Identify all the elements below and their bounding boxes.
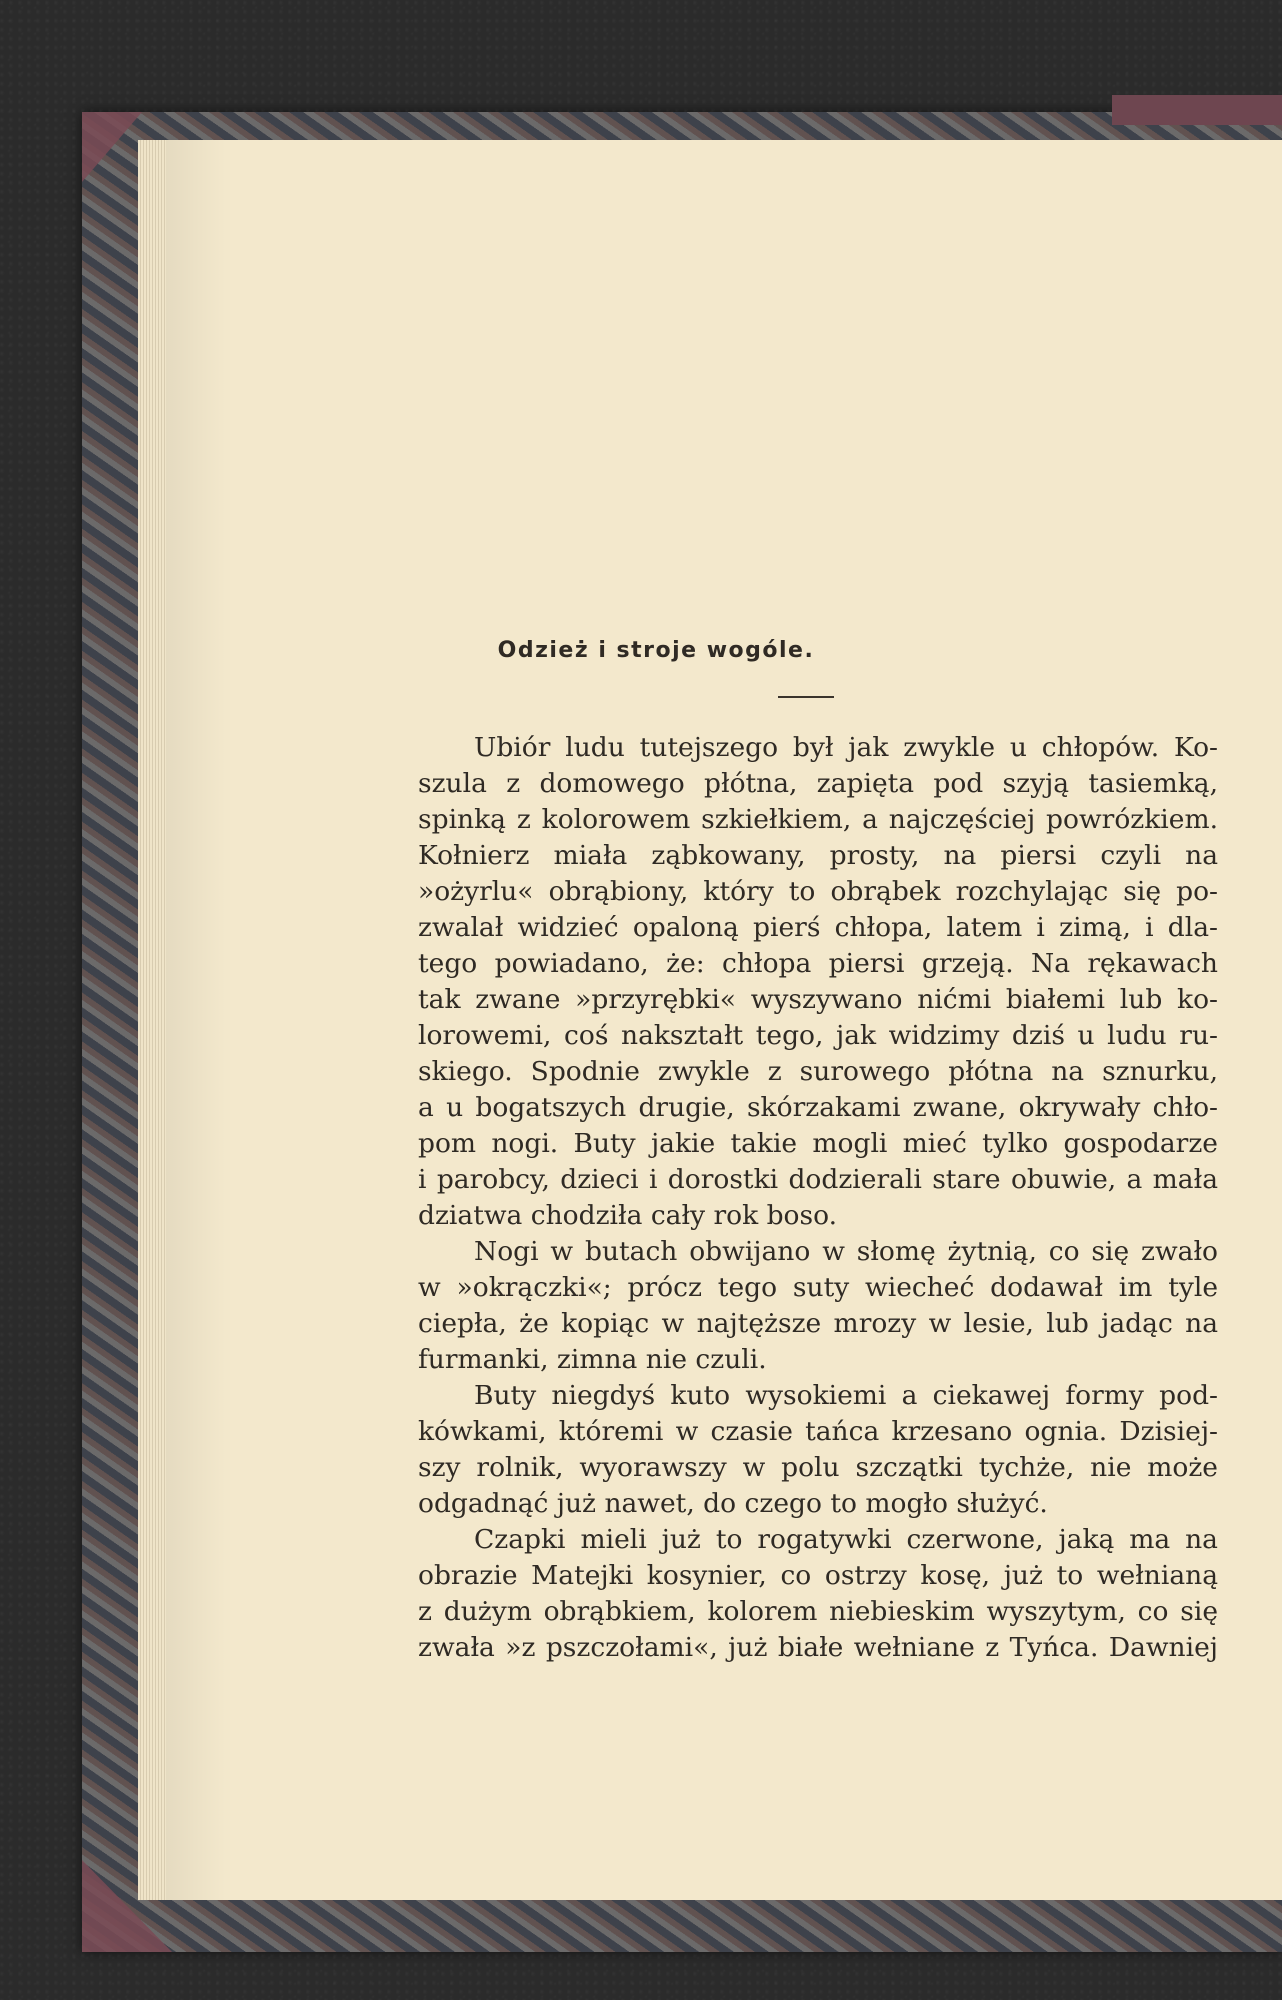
text-line: tak zwane »przyrębki« wyszywano nićmi białemi lub ko- (418, 984, 1218, 1015)
book-page (166, 140, 1282, 1900)
text-line: spinką z kolorowem szkiełkiem, a najczęściej powrózkiem. (418, 804, 1218, 835)
text-line: szula z domowego płótna, zapięta pod szyją tasiemką, (418, 768, 1218, 799)
cover-corner-top-right (1112, 95, 1282, 125)
text-line: Buty niegdyś kuto wysokiemi a ciekawej formy pod- (474, 1380, 1218, 1411)
text-line: ciepła, że kopiąc w najtęższe mrozy w lesie, lub jadąc na (418, 1308, 1218, 1339)
text-line: Czapki mieli już to rogatywki czerwone, jaką ma na (474, 1524, 1218, 1555)
text-line: i parobcy, dzieci i dorostki dodzierali stare obuwie, a mała (418, 1164, 1218, 1195)
text-line: skiego. Spodnie zwykle z surowego płótna na sznurku, (418, 1056, 1218, 1087)
text-line: lorowemi, coś nakształt tego, jak widzimy dziś u ludu ru- (418, 1020, 1218, 1051)
text-line: dziatwa chodziła cały rok boso. (418, 1200, 837, 1231)
text-line: obrazie Matejki kosynier, co ostrzy kosę, już to wełnianą (418, 1560, 1218, 1591)
text-line: a u bogatszych drugie, skórzakami zwane, okrywały chło- (418, 1092, 1218, 1123)
text-line: zwała »z pszczołami«, już białe wełniane z Tyńca. Dawniej (418, 1632, 1218, 1663)
section-heading: Odzież i stroje wogóle. (497, 638, 815, 663)
text-line: zwalał widzieć opaloną pierś chłopa, latem i zimą, i dla- (418, 912, 1218, 943)
text-line: pom nogi. Buty jakie takie mogli mieć tylko gospodarze (418, 1128, 1218, 1159)
text-line: tego powiadano, że: chłopa piersi grzeją. Na rękawach (418, 948, 1218, 979)
text-line: Ubiór ludu tutejszego był jak zwykle u chłopów. Ko- (474, 732, 1218, 763)
text-line: szy rolnik, wyorawszy w polu szczątki tychże, nie może (418, 1452, 1218, 1483)
text-line: Nogi w butach obwijano w słomę żytnią, co się zwało (474, 1236, 1218, 1267)
text-line: furmanki, zimna nie czuli. (418, 1344, 767, 1375)
text-line: odgadnąć już nawet, do czego to mogło służyć. (418, 1488, 1048, 1519)
text-line: kówkami, któremi w czasie tańca krzesano ognia. Dzisiej- (418, 1416, 1218, 1447)
text-line: z dużym obrąbkiem, kolorem niebieskim wyszytym, co się (418, 1596, 1218, 1627)
text-line: Kołnierz miała ząbkowany, prosty, na piersi czyli na (418, 840, 1218, 871)
text-line: w »okrączki«; prócz tego suty wiecheć dodawał im tyle (418, 1272, 1218, 1303)
heading-rule (778, 696, 834, 698)
body-text (418, 730, 1218, 1666)
text-line: »ożyrlu« obrąbiony, który to obrąbek rozchylając się po- (418, 876, 1218, 907)
